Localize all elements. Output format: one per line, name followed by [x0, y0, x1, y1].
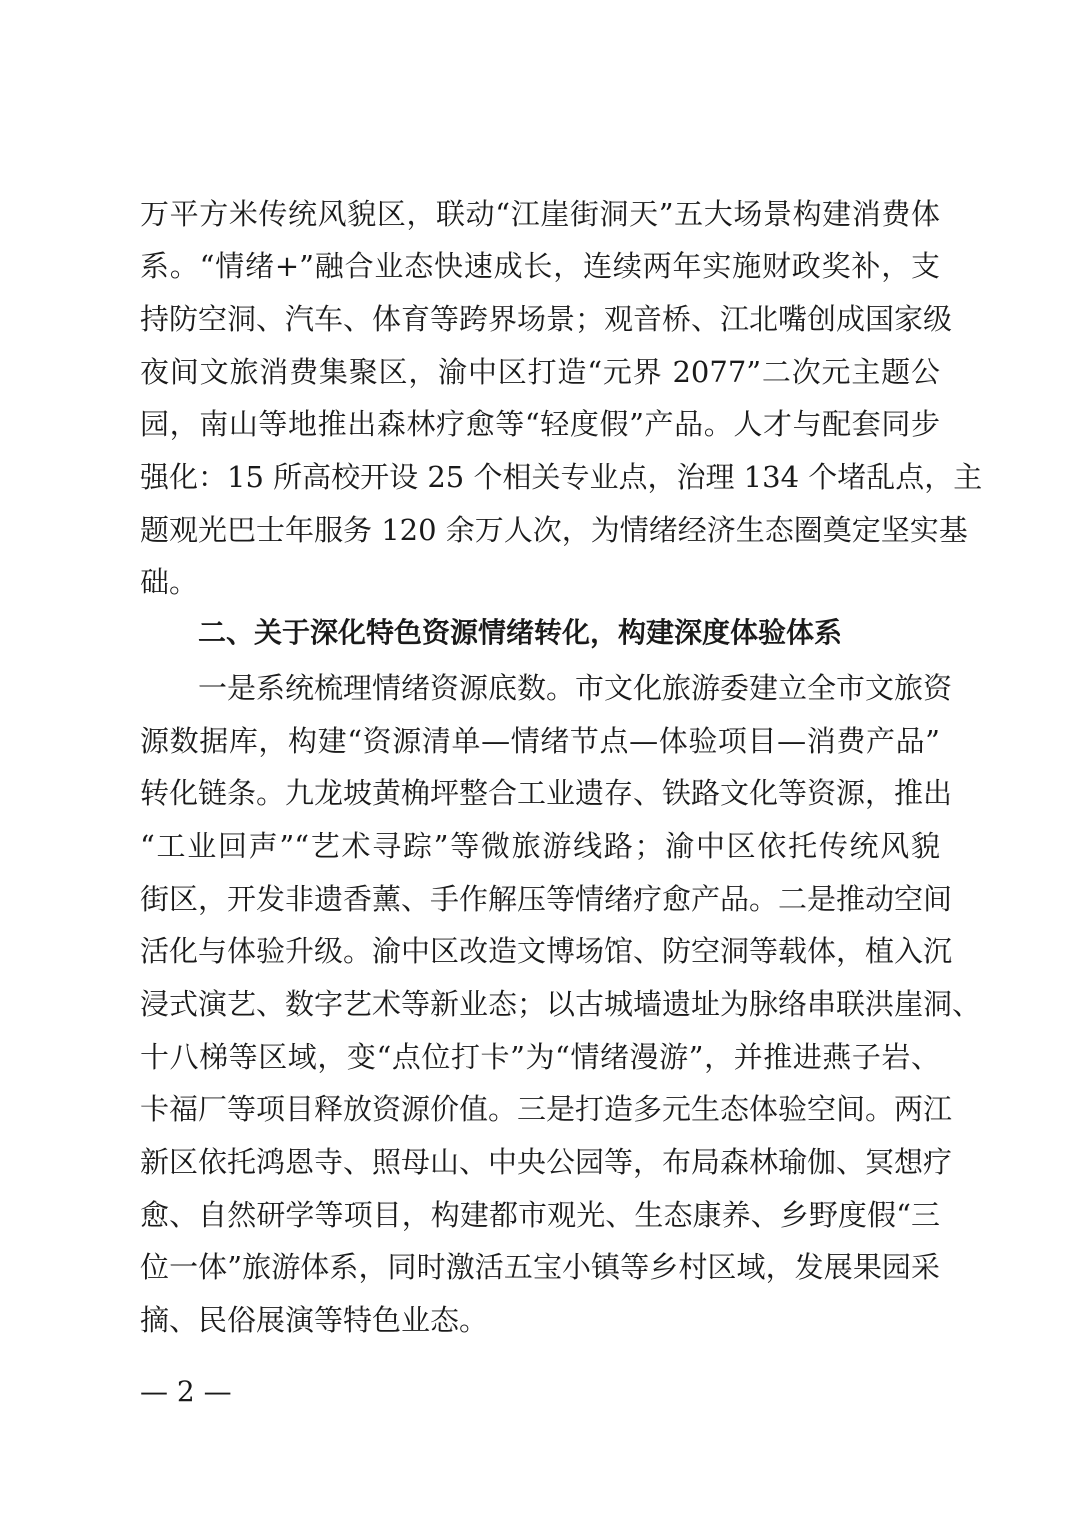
text-line: 摘、民俗展演等特色业态。: [140, 1303, 489, 1337]
text-line: 十八梯等区域，变“点位打卡”为“情绪漫游”，并推进燕子岩、: [140, 1040, 940, 1074]
text-line: “工业回声”“艺术寻踪”等微旅游线路；渝中区依托传统风貌: [140, 829, 940, 863]
text-line: 夜间文旅消费集聚区，渝中区打造“元界 2077”二次元主题公: [140, 355, 940, 389]
text-line: 题观光巴士年服务 120 余万人次，为情绪经济生态圈奠定坚实基: [140, 513, 968, 547]
text-line: 卡福厂等项目释放资源价值。三是打造多元生态体验空间。两江: [140, 1092, 953, 1126]
text-line: 转化链条。九龙坡黄桷坪整合工业遗存、铁路文化等资源，推出: [140, 776, 953, 810]
text-line: 位一体”旅游体系，同时激活五宝小镇等乡村区域，发展果园采: [140, 1250, 940, 1284]
text-line: 浸式演艺、数字艺术等新业态；以古城墙遗址为脉络串联洪崖洞、: [140, 987, 982, 1021]
text-line: 础。: [140, 565, 199, 599]
text-line: 新区依托鸿恩寺、照母山、中央公园等，布局森林瑜伽、冥想疗: [140, 1145, 953, 1179]
text-line: 持防空洞、汽车、体育等跨界场景；观音桥、江北嘴创成国家级: [140, 302, 953, 336]
text-line: 愈、自然研学等项目，构建都市观光、生态康养、乡野度假“三: [140, 1198, 940, 1232]
text-line: 系。“情绪+”融合业态快速成长，连续两年实施财政奖补，支: [140, 249, 940, 283]
section-heading: 二、关于深化特色资源情绪转化，构建深度体验体系: [198, 616, 843, 649]
text-line: 活化与体验升级。渝中区改造文博场馆、防空洞等载体，植入沉: [140, 934, 953, 968]
text-line: 一是系统梳理情绪资源底数。市文化旅游委建立全市文旅资: [198, 671, 953, 705]
text-line: 园，南山等地推出森林疗愈等“轻度假”产品。人才与配套同步: [140, 407, 940, 441]
text-line: 强化：15 所高校开设 25 个相关专业点，治理 134 个堵乱点，主: [140, 460, 983, 494]
text-line: 源数据库，构建“资源清单—情绪节点—体验项目—消费产品”: [140, 724, 940, 758]
text-line: 万平方米传统风貌区，联动“江崖街洞天”五大场景构建消费体: [140, 197, 940, 231]
text-line: 街区，开发非遗香薰、手作解压等情绪疗愈产品。二是推动空间: [140, 882, 953, 916]
page-number: — 2 —: [140, 1375, 232, 1408]
